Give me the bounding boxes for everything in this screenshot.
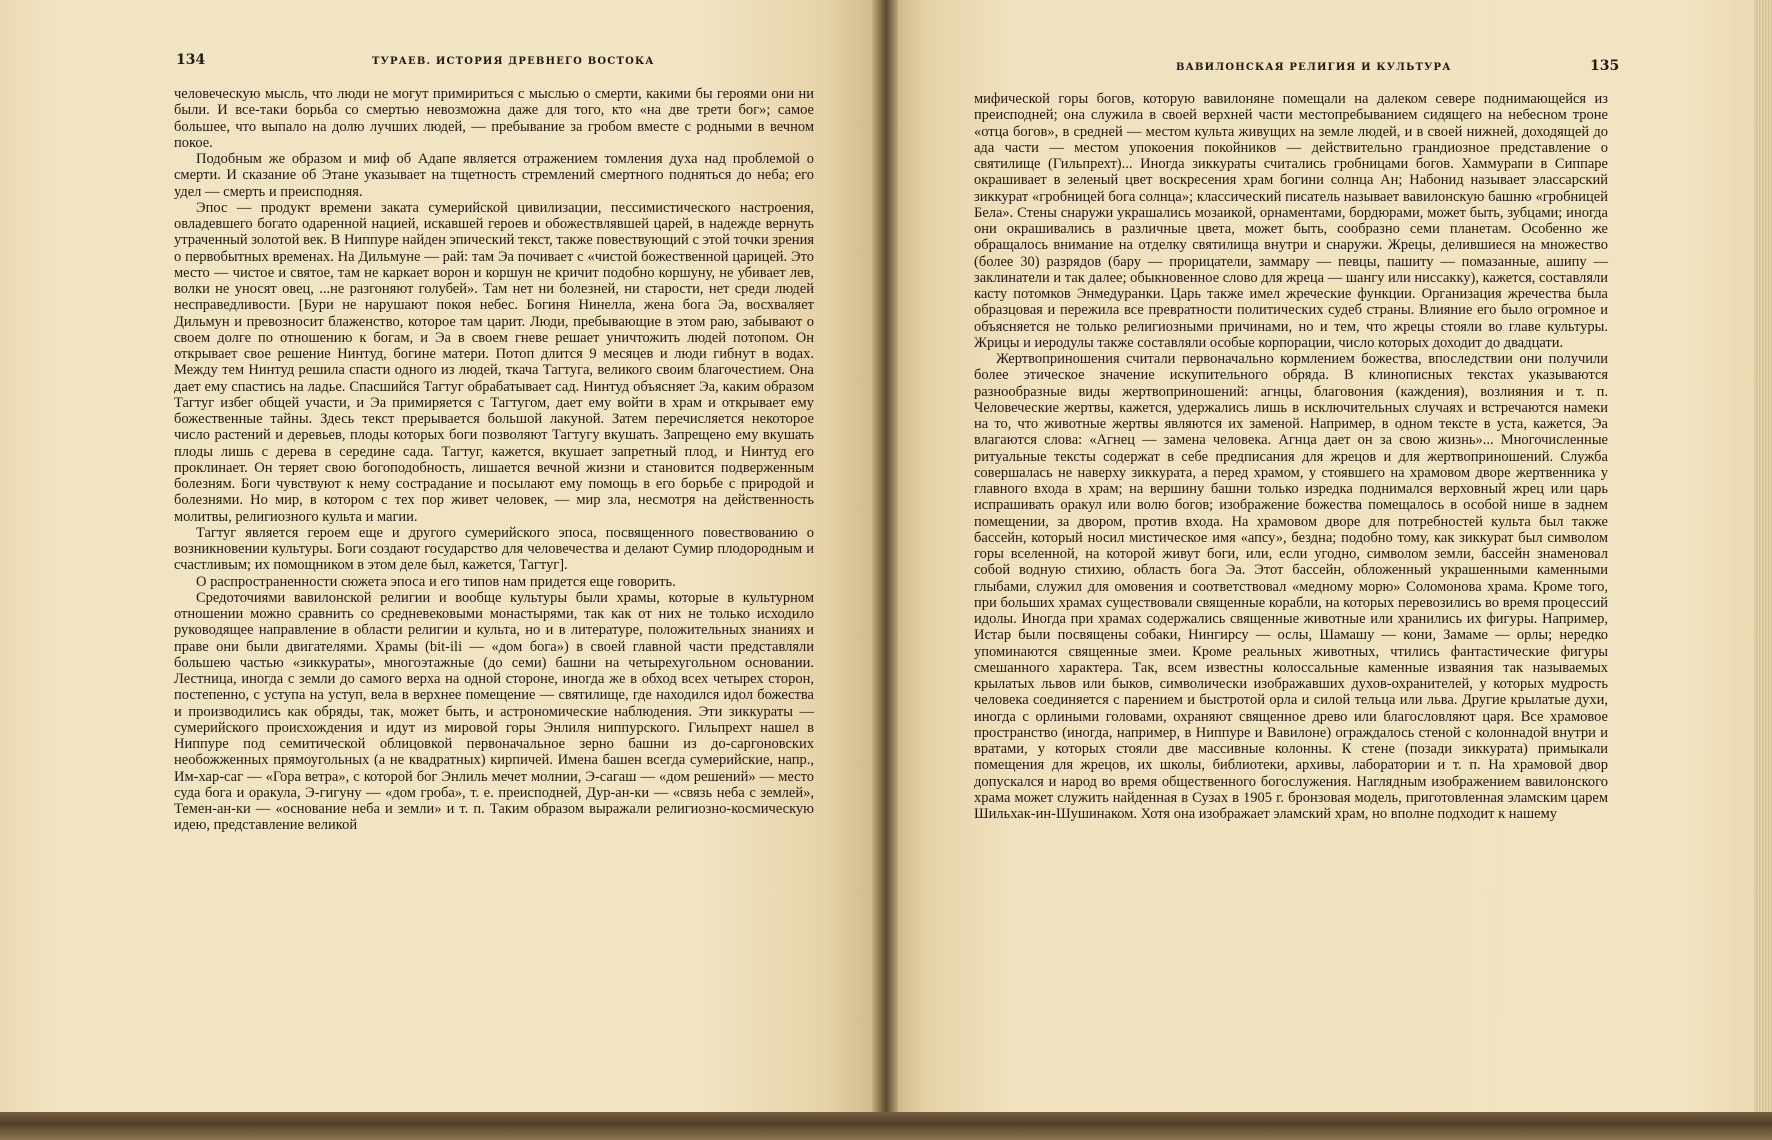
running-head-left: ТУРАЕВ. ИСТОРИЯ ДРЕВНЕГО ВОСТОКА <box>372 56 655 67</box>
paragraph: Подобным же образом и миф об Адапе является отражением томления духа над проблемой о смерти. И сказание об Этане указывает на тщетность стремлений смертного подняться до неба; его удел — смерть и преисподняя. <box>174 151 814 200</box>
book-gutter <box>872 0 898 1118</box>
running-head-right: ВАВИЛОНСКАЯ РЕЛИГИЯ И КУЛЬТУРА <box>1176 62 1452 73</box>
paragraph: О распространенности сюжета эпоса и его типов нам придется еще говорить. <box>196 573 676 590</box>
right-page <box>890 0 1772 1118</box>
page-number-right: 135 <box>1590 58 1620 74</box>
paragraph: человеческую мысль, что люди не могут примириться с мыслью о смерти, какими бы героями они ни были. И все-таки борьба со смертью невозможна даже для того, кто «на две трети бог»; самое большее, что выпало на долю лучших людей, — пребывание за гробом вместе с родными в вечном покое. <box>174 86 814 151</box>
left-page-text <box>174 86 814 834</box>
paragraph: Жертвоприношения считали первоначально кормлением божества, впоследствии они получили более этическое значение искупительного обряда. В клинописных текстах указываются разнообразные виды жертвоприношений: агнцы, благовония (каждения), возлияния и т. п. Человеческие жертвы, кажется, удержались лишь в исключительных случаях и встречаются намеки на то, что животные жертвы являются их заменой. Например, в одном тексте в уста, кажется, Эа влагаются слова: «Агнец — замена человека. Агнца дает он за свою жизнь»... Многочисленные ритуальные тексты содержат в себе предписания для жрецов и для жертвоприношений. Служба совершалась не наверху зиккурата, а перед храмом, у стоявшего на храмовом дворе жертвенника у главного входа в храм; на вершину башни только изредка поднимался верховный жрец или царь испрашивать оракул или волю богов; изображение божества помещалось в особой нише в заднем помещении, за двором, против входа. На храмовом дворе для потребностей культа был также бассейн, который носил мистическое имя «апсу», бездна; подобно тому, как зиккурат был символом горы вселенной, на которой живут боги, или, если угодно, символом земли, бассейн знаменовал собой водную стихию, область бога Эа. Этот бассейн, обложенный украшенными каменными глыбами, служил для омовения и соответствовал «медному морю» Соломонова храма. Кроме того, при больших храмах существовали священные корабли, на которых перевозились во время процессий идолы. Иногда при храмах содержались священные животные или хранились их фигуры. Например, Истар были посвящены собаки, Нингирсу — ослы, Шамашу — кони, Замаме — орлы; нередко упоминаются священные змеи. Кроме реальных животных, чтились фантастические фигуры смешанного характера. Так, всем известны колоссальные каменные изваяния так называемых крылатых львов или быков, символически изображавших духов-охранителей, у которых мудрость человека соединяется с парением и быстротой орла и силой тельца или льва. Другие крылатые духи, иногда с орлиными головами, охраняют священное древо или благословляют царя. Все храмовое пространство (иногда, например, в Ниппуре и Вавилоне) ограждалось стеной с колоннадой внутри и вратами, у которых стояли две массивные колонны. К стене (позади зиккурата) примыкали помещения для жрецов, их школы, библиотеки, архивы, лаборатории и т. п. На храмовой двор допускался и народ во время общественного богослужения. Наглядным изображением вавилонского храма может служить найденная в Сузах в 1905 г. бронзовая модель, приготовленная эламским царем Шильхак-ин-Шушинаком. Хотя она изображает эламский храм, но вполне подходит к нашему <box>974 351 1608 822</box>
page-number-left: 134 <box>176 52 206 68</box>
left-page <box>0 0 880 1118</box>
book-cover-edge <box>0 1112 1772 1140</box>
right-page-text <box>974 91 1608 822</box>
paragraph: Эпос — продукт времени заката сумерийской цивилизации, пессимистического настроения, овладевшего богато одаренной нацией, искавшей героев и обожествлявшей царей, в надежде вернуть утраченный золотой век. В Ниппуре найден эпический текст, также повествующий с этой точки зрения о первобытных временах. На Дильмуне — рай: там Эа почивает с «чистой божественной царицей. Это место — чистое и святое, там не каркает ворон и коршун не кричит подобно коршуну, не убивает лев, волки не уносят овец, ...не разгоняют голубей». Там нет ни болезней, ни старости, нет среди людей несправедливости. [Бури не нарушают покоя небес. Богиня Нинелла, жена бога Эа, восхваляет Дильмун и превозносит блаженство, которое там царит. Люди, пребывающие в этом раю, забывают о своем долге по отношению к богам, и Эа в своем гневе решает уничтожить людей потопом. Он открывает свое решение Нинтуд, богине матери. Потоп длится 9 месяцев и люди гибнут в водах. Между тем Нинтуд решила спасти одного из людей, ткача Тагтуга, великого своим благочестием. Она дает ему спастись на ладье. Спасшийся Тагтуг обрабатывает сад. Нинтуд объясняет Эа, каким образом Тагтуг избег общей участи, и Эа примиряется с Тагтугом, дает ему войти в храм и открывает ему божественные тайны. Здесь текст прерывается большой лакуной. Затем перечисляется некоторое число растений и деревьев, плоды которых боги позволяют Тагтугу вкушать. Запрещено ему вкушать плоды лишь с дерева в середине сада. Тагтуг, кажется, вкушает запретный плод, и Нинтуд его проклинает. Он теряет свою богоподобность, лишается вечной жизни и становится подверженным болезням. Боги чувствуют к нему сострадание и посылают ему помощь в его борьбе с природой и болезнями. Но мир, в котором с тех пор живет человек, — мир зла, несмотря на действенность молитвы, религиозного культа и магии. <box>174 199 814 525</box>
page-edge <box>1754 0 1772 1118</box>
paragraph: мифической горы богов, которую вавилоняне помещали на далеком севере поднимающейся из преисподней; она служила в своей верхней части местопребыванием сидящего на небесном троне «отца богов», в средней — местом культа живущих на земле людей, и в своей нижней, доходящей до ада части — местом упокоения покойников — действительно грандиозное представление о святилище (Гильпрехт)... Иногда зиккураты считались гробницами богов. Хаммурапи в Сиппаре окрашивает в зеленый цвет воскресения храм богини солнца Ан; Набонид называет эласcарский зиккурат «гробницей бога солнца»; классический писатель называет вавилонскую башню «гробницей Бела». Стены снаружи украшались мозаикой, орнаментами, бордюрами, может быть, зубцами; иногда они окрашивались в различные цвета, может быть, сообразно семи планетам. Особенно же обращалось внимание на отделку святилища внутри и снаружи. Жрецы, делившиеся на множество (более 30) разрядов (бару — прорицатели, заммару — певцы, пашиту — помазанные, ашипу — заклинатели и так далее; обыкновенное слово для жреца — шангу или ниссакку), кажется, составляли касту потомков Энмедуранки. Царь также имел жреческие функции. Организация жречества была образцовая и пережила все превратности политических судеб страны. Влияние его было огромное и объясняется не только религиозными причинами, но и тем, что жрецы стояли во главе культуры. Жрицы и иеродулы также составляли особые корпорации, число которых доходит до двадцати. <box>974 91 1609 351</box>
paragraph: Тагтуг является героем еще и другого сумерийского эпоса, посвященного повествованию о возникновении культуры. Боги создают государство для человечества и делают Сумир плодородным и счастливым; их помощником в этом деле был, кажется, Тагтуг]. <box>174 524 814 574</box>
paragraph: Средоточиями вавилонской религии и вообще культуры были храмы, которые в культурном отношении можно сравнить со средневековыми монастырями, так как от них не только исходило руководящее направление в области религии и культа, но и в литературе, положительных знаниях и праве они были двигателями. Храмы (bit-ili — «дом бога») в своей главной части представляли большею частью «зиккураты», многоэтажные (до семи) башни на четырехугольном основании. Лестница, иногда с земли до самого верха на одной стороне, иногда же в обход всех четырех сторон, постепенно, с уступа на уступ, вела в верхнее помещение — святилище, где находился идол божества и производились как обряды, так, может быть, и астрономические наблюдения. Эти зиккураты — сумерийского происхождения и идут из мировой горы Энлиля ниппурского. Гильпрехт нашел в Ниппуре под семитической облицовкой первоначальное зерно башни из до-саргоновских необожженных прямоугольных (а не квадратных) кирпичей. Имена башен всегда сумерийские, напр., Им-хар-саг — «Гора ветра», с которой бог Энлиль мечет молнии, Э-сагаш — «дом решений» — место суда бога и оракула, Э-гигуну — «дом гроба», т. е. преисподней, Дур-ан-ки — «связь неба с землей», Темен-ан-ки — «основание неба и земли» и т. п. Таким образом выражали религиозно-космическую идею, представление великой <box>174 589 814 834</box>
